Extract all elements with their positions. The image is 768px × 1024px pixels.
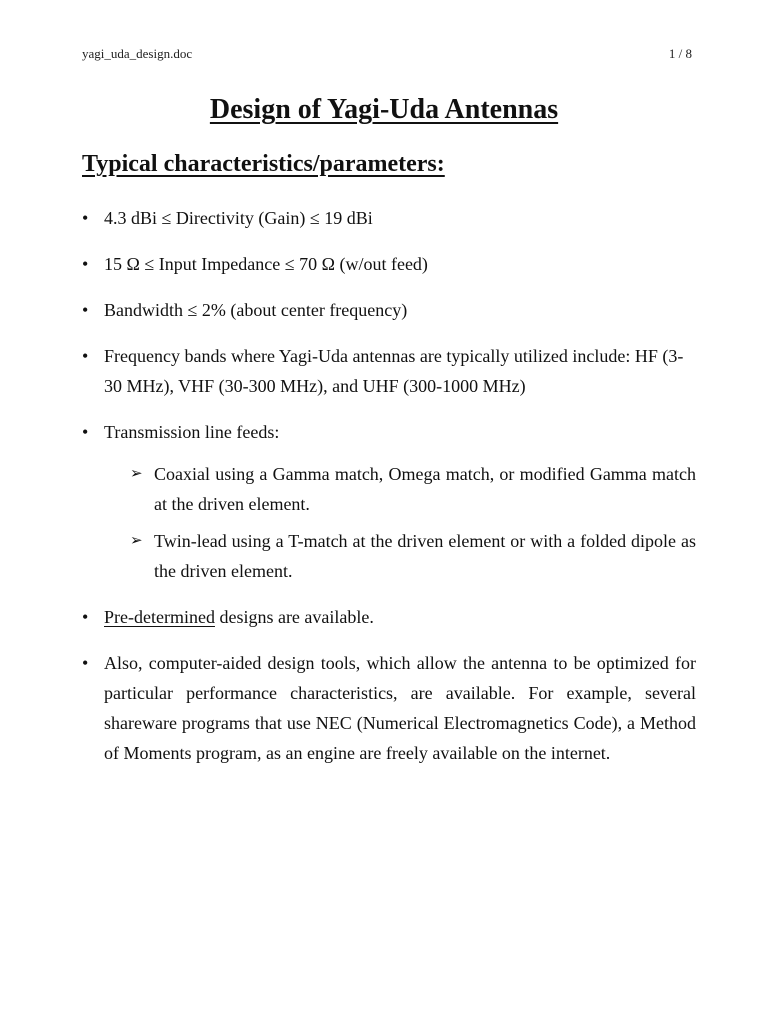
list-item-predetermined: [82, 602, 696, 632]
sublist-item-text: Twin-lead using a T-match at the driven element or with a folded dipole as the driven element.: [154, 531, 696, 581]
list-item-text: Also, computer-aided design tools, which allow the antenna to be optimized for particular performance characteristics, are available. For example, several shareware programs that use NEC (Numerical Electromagnetics Code), a Method of Moments program, as an engine are freely available on the internet.: [104, 653, 696, 763]
list-item-text: Transmission line feeds:: [104, 422, 280, 442]
list-item-text: Frequency bands where Yagi-Uda antennas are typically utilized include: HF (3-30 MHz), VHF (30-300 MHz), and UHF (300-1000 MHz): [104, 346, 684, 396]
list-item-directivity: [82, 203, 696, 233]
bullet-icon: •: [82, 346, 89, 366]
bullet-icon: •: [82, 208, 89, 228]
list-item-text: 4.3 dBi ≤ Directivity (Gain) ≤ 19 dBi: [104, 208, 373, 228]
list-item-text: Bandwidth ≤ 2% (about center frequency): [104, 300, 408, 320]
feeds-sublist: [104, 459, 696, 586]
list-item-bandwidth: [82, 295, 696, 325]
list-item-feeds: [82, 417, 696, 586]
bullet-icon: •: [82, 254, 89, 274]
sublist-item-coaxial: [104, 459, 696, 519]
list-item-design-tools: [82, 648, 696, 768]
bullet-icon: •: [82, 300, 89, 320]
bullet-icon: •: [82, 607, 89, 627]
predetermined-term: Pre-determined: [104, 607, 215, 627]
sublist-item-twin-lead: [104, 526, 696, 586]
section-heading: Typical characteristics/parameters:: [82, 151, 445, 177]
sublist-item-text: Coaxial using a Gamma match, Omega match, or modified Gamma match at the driven element.: [154, 464, 696, 514]
header-page-number: 1 / 8: [668, 46, 692, 61]
bullet-icon: •: [82, 422, 89, 442]
arrow-bullet-icon: ➢: [130, 466, 143, 482]
arrow-bullet-icon: ➢: [130, 533, 143, 549]
document-title: Design of Yagi-Uda Antennas: [209, 94, 559, 125]
header-filename: yagi_uda_design.doc: [82, 46, 193, 61]
bullet-icon: •: [82, 653, 89, 673]
list-item-frequency-bands: [82, 341, 696, 401]
list-item-text: 15 Ω ≤ Input Impedance ≤ 70 Ω (w/out feed): [104, 254, 428, 274]
page-header: [82, 46, 692, 66]
list-item-impedance: [82, 249, 696, 279]
characteristics-list: [82, 203, 696, 784]
list-item-text: designs are available.: [219, 607, 374, 627]
